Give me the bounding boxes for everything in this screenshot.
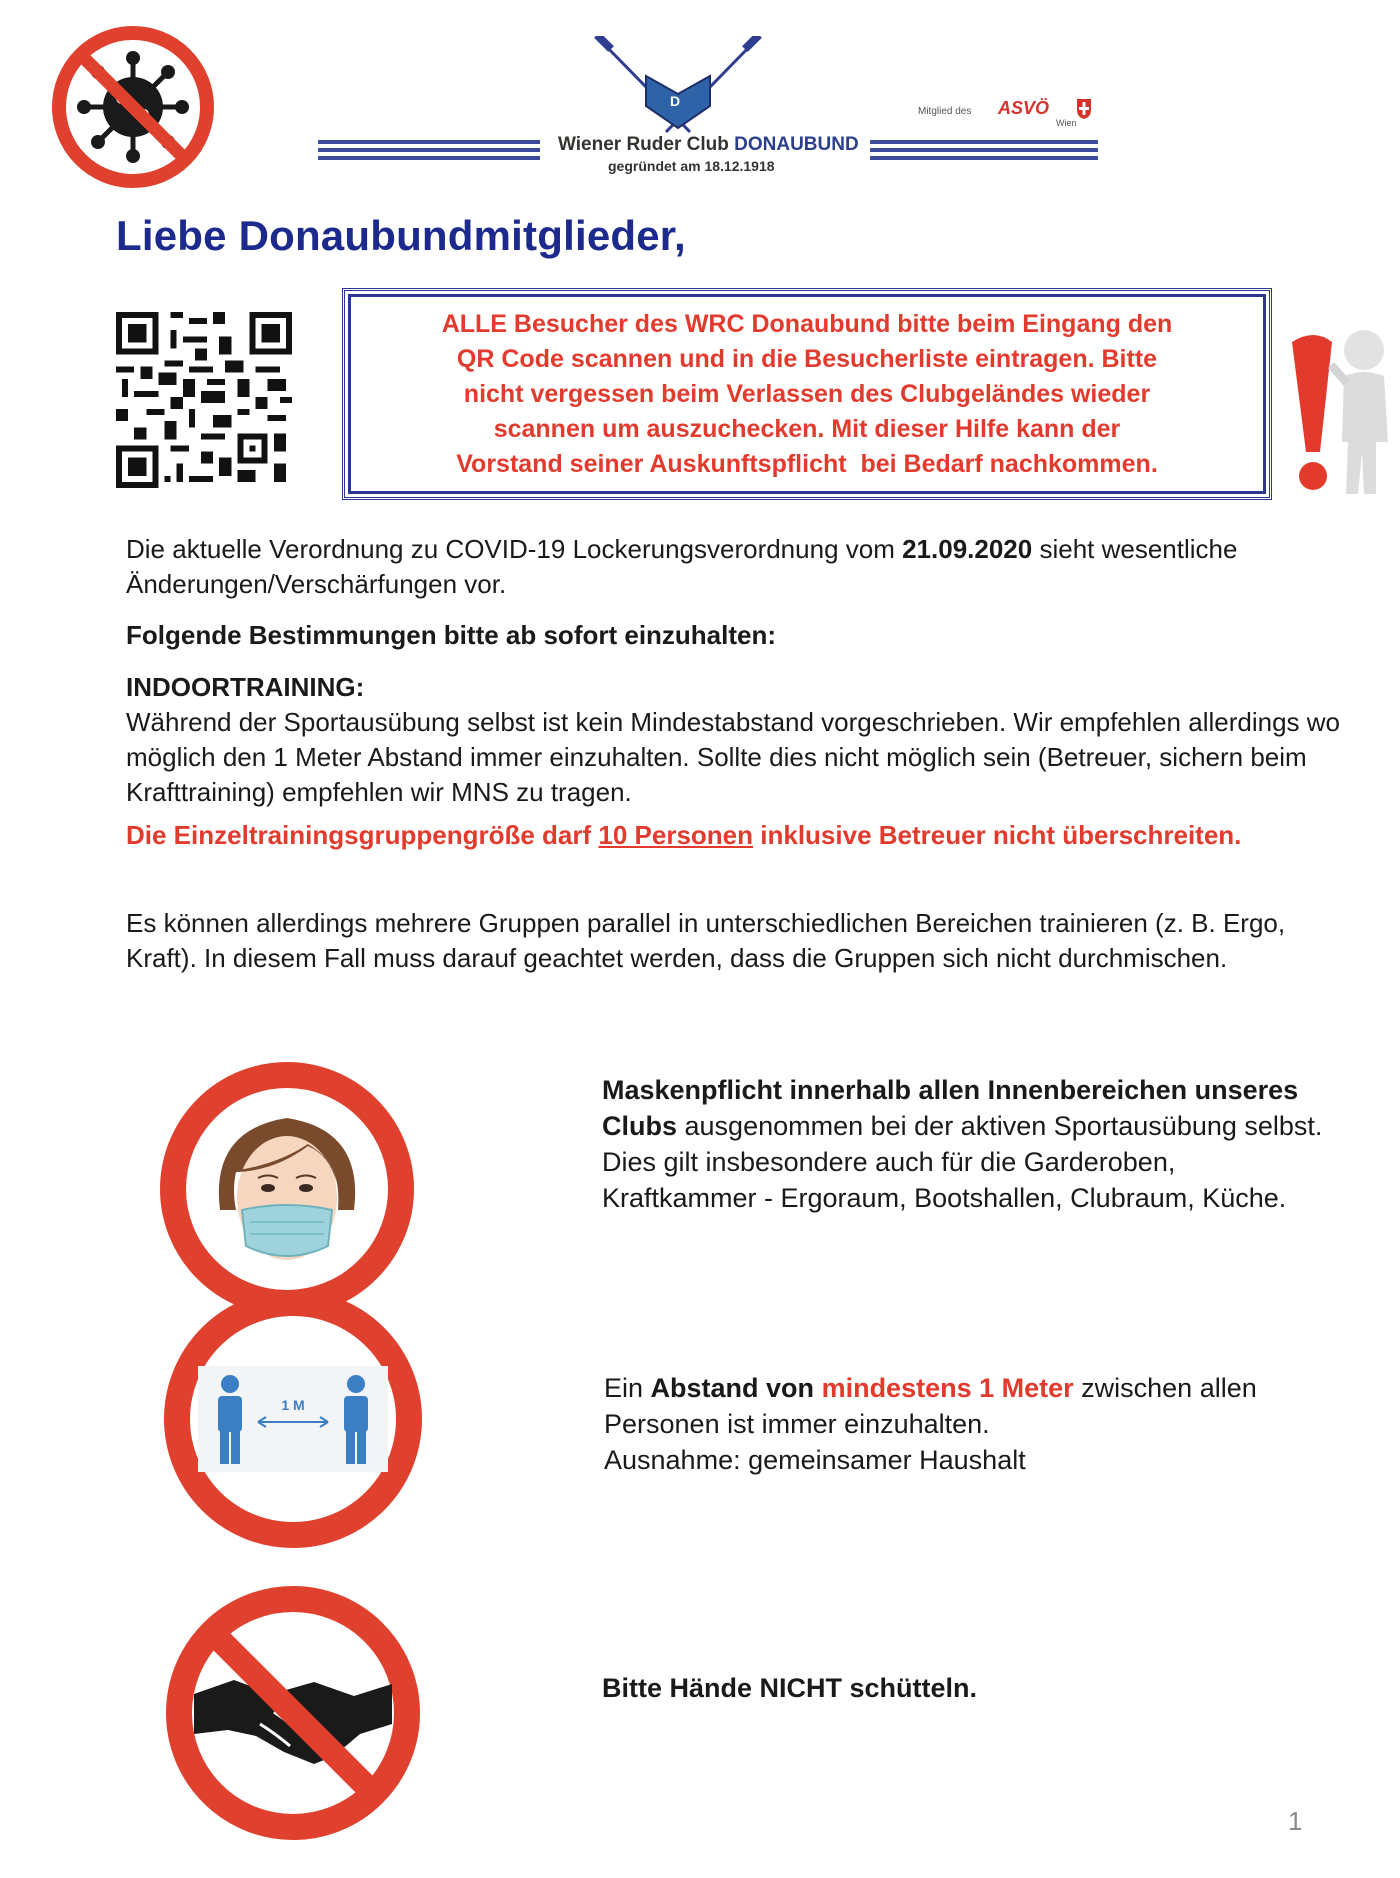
distance-sign-label: 1 M (281, 1397, 305, 1413)
notice-line: QR Code scannen und in die Besucherliste eintragen. Bitte (456, 344, 1158, 373)
notice-line: ALLE Besucher des WRC Donaubund bitte beim Eingang den (441, 309, 1173, 338)
club-logo (318, 36, 1098, 178)
notice-line: Vorstand seiner Auskunftspflicht bei Bedarf nachkommen. (456, 449, 1158, 478)
greeting-heading: Liebe Donaubundmitglieder, (116, 212, 686, 259)
no-virus-icon (48, 22, 218, 192)
distance-rule-text (604, 1370, 1324, 1478)
member-org-logo: ASVÖ (998, 98, 1050, 118)
club-name: Wiener Ruder Club DONAUBUND (558, 134, 859, 155)
page-number: 1 (1288, 1806, 1303, 1836)
intro-paragraph: Die aktuelle Verordnung zu COVID-19 Lockerungsverordnung vom 21.09.2020 sieht wesentliche Änderungen/Verschärfungen vor. (126, 534, 1238, 599)
indoor-training-title: INDOORTRAINING: (126, 672, 365, 702)
member-org-city: Wien (1056, 118, 1077, 128)
rules-heading: Folgende Bestimmungen bitte ab sofort einzuhalten: (126, 620, 777, 650)
regulation-date: 21.09.2020 (902, 534, 1033, 564)
club-logo-icon (318, 36, 1098, 178)
distance-sign-icon (162, 1288, 424, 1550)
qr-code-icon (116, 312, 292, 488)
group-size-highlight: 10 Personen (598, 820, 754, 850)
visitor-notice-box (348, 294, 1266, 494)
no-handshake-icon (164, 1584, 422, 1842)
mask-rule-text: Maskenpflicht innerhalb allen Innenbereichen unseres Clubs ausgenommen bei der aktiven Sportausübung selbst. Dies gilt insbesondere auch für die Garderoben, Kraftkammer - Ergoraum, Bootshallen, Clubraum, Küche. (602, 1075, 1323, 1213)
vienna-shield-icon (1076, 98, 1092, 120)
visitor-notice-text (377, 307, 1237, 482)
indoor-training-text: Während der Sportausübung selbst ist kein Mindestabstand vorgeschrieben. Wir empfehlen allerdings wo möglich den 1 Meter Abstand immer einzuhalten. Sollte dies nicht möglich sein (Betreuer, sichern beim Krafttraining) empfehlen wir MNS zu tragen. (126, 707, 1340, 807)
member-label: Mitglied des (918, 106, 972, 117)
distance-rule-exception: Ausnahme: gemeinsamer Haushalt (604, 1445, 1026, 1475)
handshake-rule-text: Bitte Hände NICHT schütteln. (602, 1673, 978, 1703)
svg-text:D: D (670, 93, 681, 109)
group-size-limit: Die Einzeltrainingsgruppengröße darf 10 Personen inklusive Betreuer nicht überschreiten. (126, 820, 1242, 850)
warning-figure-icon (1284, 302, 1392, 498)
indoor-training-section (126, 670, 1346, 810)
distance-rule-main: Ein Abstand von mindestens 1 Meter zwischen allen Personen ist immer einzuhalten. (604, 1373, 1257, 1439)
groups-paragraph: Es können allerdings mehrere Gruppen parallel in unterschiedlichen Bereichen trainieren (z. B. Ergo, Kraft). In diesem Fall muss darauf geachtet werden, dass die Gruppen sich nicht durchmischen. (126, 908, 1286, 973)
mask-sign-icon (158, 1060, 416, 1318)
notice-line: nicht vergessen beim Verlassen des Clubgeländes wieder (463, 379, 1151, 408)
notice-line: scannen um auszuchecken. Mit dieser Hilfe kann der (493, 414, 1121, 443)
club-founded-date: gegründet am 18.12.1918 (608, 158, 775, 174)
